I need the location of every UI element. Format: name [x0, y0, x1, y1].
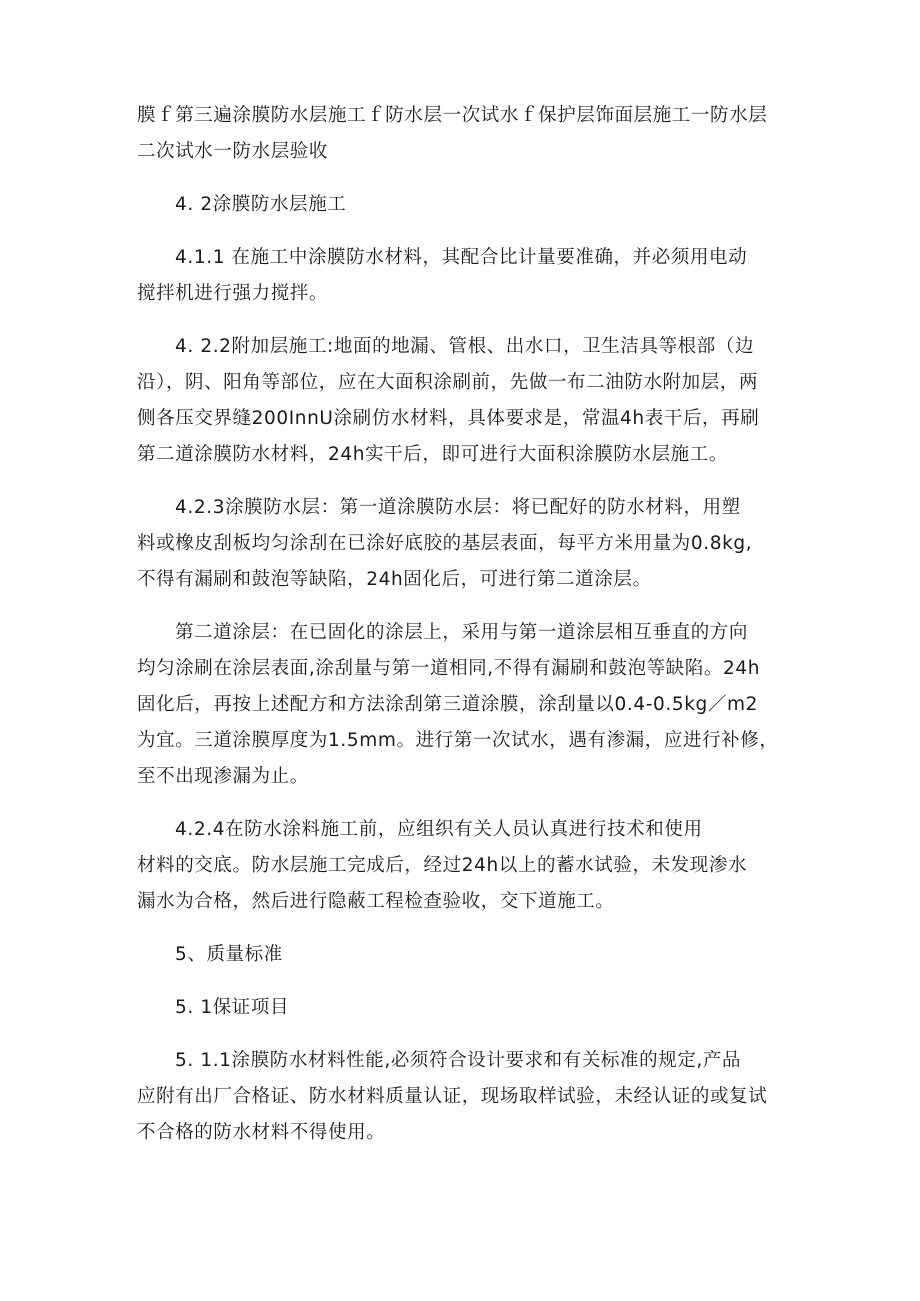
text-line: 沿），阴、阳角等部位，应在大面积涂刷前，先做一布二油防水附加层，两 [137, 372, 759, 393]
text-line: 不得有漏刷和鼓泡等缺陷，24h固化后，可进行第二道涂层。 [137, 569, 652, 590]
text-line: 为宜。三道涂膜厚度为1.5mm。进行第一次试水，遇有渗漏，应进行补修， [137, 730, 779, 751]
section-heading-5 [137, 937, 789, 973]
text-line: 5. 1.1涂膜防水材料性能,必须符合设计要求和有关标准的规定,产品 [175, 1050, 742, 1071]
text-line: 膜ｆ第三遍涂膜防水层施工ｆ防水层一次试水ｆ保护层饰面层施工一防水层 [137, 105, 768, 126]
text-line: 4. 2.2附加层施工:地面的地漏、管根、出水口，卫生洁具等根部（边 [175, 336, 755, 357]
text-line: 至不出现渗漏为止。 [137, 766, 309, 787]
text-line: 第二道涂膜防水材料，24h实干后，即可进行大面积涂膜防水层施工。 [137, 444, 728, 465]
heading-text: 5、质量标准 [175, 944, 283, 965]
text-line: 第二道涂层：在已固化的涂层上，采用与第一道涂层相互垂直的方向 [175, 622, 749, 643]
text-line: 侧各压交界缝200InnU涂刷仿水材料，具体要求是，常温4h表干后，再刷 [137, 408, 760, 429]
text-line: 漏水为合格，然后进行隐蔽工程检查验收，交下道施工。 [137, 891, 615, 912]
text-line: 均匀涂刷在涂层表面,涂刮量与第一道相同,不得有漏刷和鼓泡等缺陷。24h [137, 658, 761, 679]
section-heading-5-1 [137, 990, 789, 1026]
text-line: 料或橡皮刮板均匀涂刮在已涂好底胶的基层表面，每平方米用量为0.8kg, [137, 533, 753, 554]
text-line: 不合格的防水材料不得使用。 [137, 1122, 386, 1143]
text-line: 4.2.3涂膜防水层：第一道涂膜防水层：将已配好的防水材料，用塑 [175, 497, 741, 518]
paragraph-5-1-1 [137, 1043, 789, 1151]
text-line: 材料的交底。防水层施工完成后，经过24h以上的蓄水试验，未发现渗水 [137, 855, 748, 876]
section-heading-4-2 [137, 187, 789, 223]
document-body [137, 98, 789, 1168]
paragraph-4-2-2 [137, 329, 789, 473]
paragraph-4-1-1 [137, 240, 789, 312]
text-line: 二次试水一防水层验收 [137, 141, 329, 162]
paragraph-second-coat [137, 615, 789, 795]
text-line: 搅拌机进行强力搅拌。 [137, 283, 329, 304]
text-line: 4.2.4在防水涂料施工前，应组织有关人员认真进行技术和使用 [175, 819, 703, 840]
text-line: 4.1.1 在施工中涂膜防水材料，其配合比计量要准确，并必须用电动 [175, 247, 748, 268]
paragraph-process-sequence [137, 98, 789, 170]
paragraph-4-2-4 [137, 812, 789, 920]
heading-text: 4. 2涂膜防水层施工 [175, 194, 347, 215]
paragraph-4-2-3 [137, 490, 789, 598]
text-line: 固化后，再按上述配方和方法涂刮第三道涂膜，涂刮量以0.4-0.5kg／m2 [137, 694, 758, 715]
heading-text: 5. 1保证项目 [175, 997, 290, 1018]
text-line: 应附有出厂合格证、防水材料质量认证，现场取样试验，未经认证的或复试 [137, 1086, 768, 1107]
